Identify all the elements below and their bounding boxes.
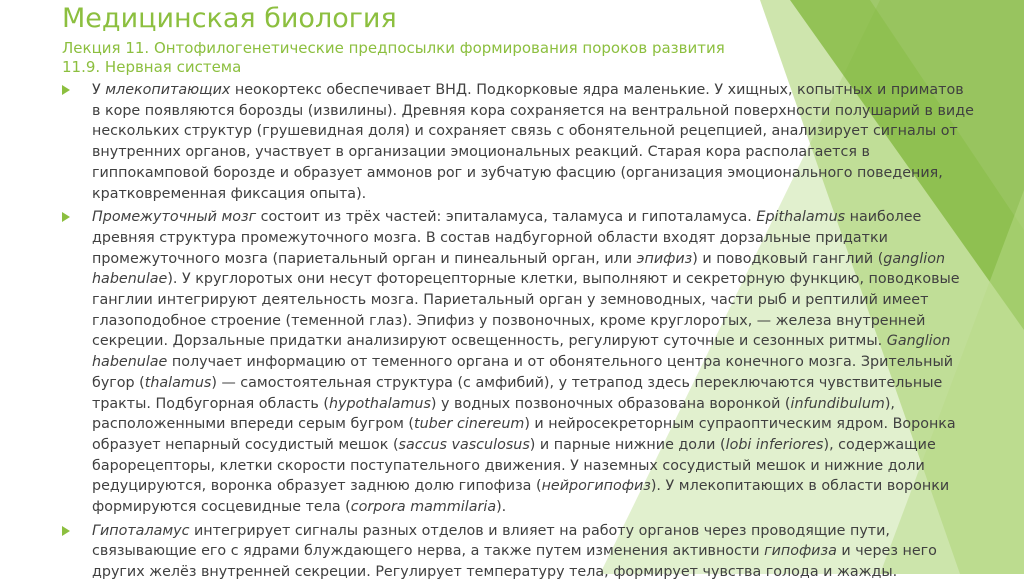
italic-term: млекопитающих <box>105 82 231 98</box>
text-line <box>92 249 1022 270</box>
text-line <box>92 562 1022 583</box>
italic-term: habenulae <box>92 271 168 288</box>
text-run: ) и парные нижние доли ( <box>529 436 726 453</box>
text-line <box>92 373 1022 394</box>
text-run: в коре появляются борозды (извилины). Древняя кора сохраняется на вентральной поверхности полушарий в виде <box>92 102 974 119</box>
text-run: ), содержащие <box>823 436 936 453</box>
text-line <box>92 435 1022 456</box>
text-line <box>92 290 1022 311</box>
text-line <box>92 541 1022 562</box>
italic-term: habenulae <box>92 354 168 371</box>
text-line <box>92 311 1022 332</box>
italic-term: нейрогипофиз <box>541 478 651 495</box>
text-run: кратковременная фиксация опыта). <box>92 185 367 202</box>
text-line <box>92 80 1022 101</box>
slide-subtitle <box>62 39 822 77</box>
text-line <box>92 121 1022 142</box>
italic-term: Гипоталамус <box>92 522 190 539</box>
italic-term: гипофиза <box>764 543 837 560</box>
text-run: ) и поводковый ганглий ( <box>692 250 884 267</box>
text-run: ), <box>884 395 895 412</box>
text-run: У <box>92 82 106 98</box>
italic-term: infundibulum <box>790 395 885 412</box>
text-line <box>92 269 1022 290</box>
text-run: нескольких структур (грушевидная доля) и сохраняет связь с обонятельной рецепцией, анализирует сигналы от <box>92 123 958 140</box>
text-run: ) и нейросекреторным супраоптическим ядром. Воронка <box>524 416 956 433</box>
italic-term: ganglion <box>883 250 946 267</box>
text-run: наиболее <box>845 209 922 226</box>
text-line <box>92 101 1022 122</box>
italic-term: tuber cinereum <box>414 416 525 433</box>
text-run: бугор ( <box>92 374 145 391</box>
text-line <box>92 521 1022 542</box>
text-run: образует непарный сосудистый мешок ( <box>92 436 399 453</box>
text-line <box>92 394 1022 415</box>
italic-term: эпифиз <box>636 250 693 267</box>
text-run: ) — самостоятельная структура (с амфибий), у тетрапод здесь переключаются чувствительные <box>211 374 943 391</box>
text-run: ). <box>496 499 507 516</box>
text-run: других желёз внутренней секреции. Регулирует температуру тела, формирует чувства голода и жажды. <box>92 564 898 581</box>
text-run: формируются сосцевидные тела ( <box>92 499 351 516</box>
italic-term: corpora mammilaria <box>350 499 497 516</box>
bullet-paragraph <box>62 80 1022 204</box>
slide-body <box>62 80 1022 586</box>
text-line <box>92 163 1022 184</box>
italic-term: Промежуточный мозг <box>92 209 257 226</box>
italic-term: Epithalamus <box>756 209 846 226</box>
text-line <box>92 476 1022 497</box>
text-run: барорецепторы, клетки скорости поступательного движения. У наземных сосудистый мешок и нижние доли <box>92 457 925 474</box>
text-line <box>92 456 1022 477</box>
italic-term: saccus vasculosus <box>398 436 530 453</box>
text-run: гиппокамповой борозде и образует аммонов рог и зубчатую фасцию (организация эмоционального поведения, <box>92 164 943 181</box>
text-run: получает информацию от теменного органа и от обонятельного центра конечного мозга. Зрительный <box>167 354 954 371</box>
text-line <box>92 497 1022 518</box>
text-line <box>92 352 1022 373</box>
text-run: древняя структура промежуточного мозга. В состав надбугорной области входят дорзальные придатки <box>92 229 888 246</box>
text-run: секреции. Дорзальные придатки анализируют освещенность, регулируют суточные и сезонных ритмы. <box>92 333 887 350</box>
text-run: ). У круглоротых они несут фоторецепторные клетки, выполняют и секреторную функцию, поводковые <box>167 271 960 288</box>
text-run: тракты. Подбугорная область ( <box>92 395 329 412</box>
italic-term: thalamus <box>144 374 212 391</box>
text-run: внутренних органов, участвует в организации эмоциональных реакций. Старая кора располагается в <box>92 144 870 161</box>
bullet-paragraph <box>62 207 1022 518</box>
triangle-right-icon <box>62 212 70 222</box>
italic-term: hypothalamus <box>328 395 431 412</box>
italic-term: Ganglion <box>886 333 951 350</box>
text-run: неокортекс обеспечивает ВНД. Подкорковые ядра маленькие. У хищных, копытных и приматов <box>230 82 964 98</box>
text-run: расположенными впереди серым бугром ( <box>92 416 414 433</box>
text-line <box>92 228 1022 249</box>
subtitle-lecture: Лекция 11. Онтофилогенетические предпосылки формирования пороков развития <box>62 39 725 57</box>
text-run: глазоподобное строение (теменной глаз). Эпифиз у позвоночных, кроме круглоротых, — железа внутренней <box>92 312 926 329</box>
text-run: редуцируются, воронка образует заднюю долю гипофиза ( <box>92 478 542 495</box>
text-run: промежуточного мозга (париетальный орган и пинеальный орган, или <box>92 250 637 267</box>
subtitle-section: 11.9. Нервная система <box>62 58 242 76</box>
text-line <box>92 207 1022 228</box>
text-run: и через него <box>836 543 937 560</box>
triangle-right-icon <box>62 526 70 536</box>
text-run: интегрирует сигналы разных отделов и влияет на работу органов через проводящие пути, <box>189 522 890 539</box>
text-line <box>92 142 1022 163</box>
text-line <box>92 184 1022 205</box>
text-run: ) у водных позвоночных образована воронкой ( <box>430 395 791 412</box>
text-line <box>92 331 1022 352</box>
triangle-right-icon <box>62 85 70 95</box>
text-run: ганглии интегрируют деятельность мозга. Париетальный орган у земноводных, части рыб и рептилий имеет <box>92 292 929 309</box>
text-run: ). У млекопитающих в области воронки <box>650 478 950 495</box>
text-run: состоит из трёх частей: эпиталамуса, таламуса и гипоталамуса. <box>256 209 757 226</box>
italic-term: lobi inferiores <box>725 436 824 453</box>
text-line <box>92 414 1022 435</box>
slide-title: Медицинская биология <box>62 3 397 34</box>
text-run: связывающие его с ядрами блуждающего нерва, а также путем изменения активности <box>92 543 765 560</box>
